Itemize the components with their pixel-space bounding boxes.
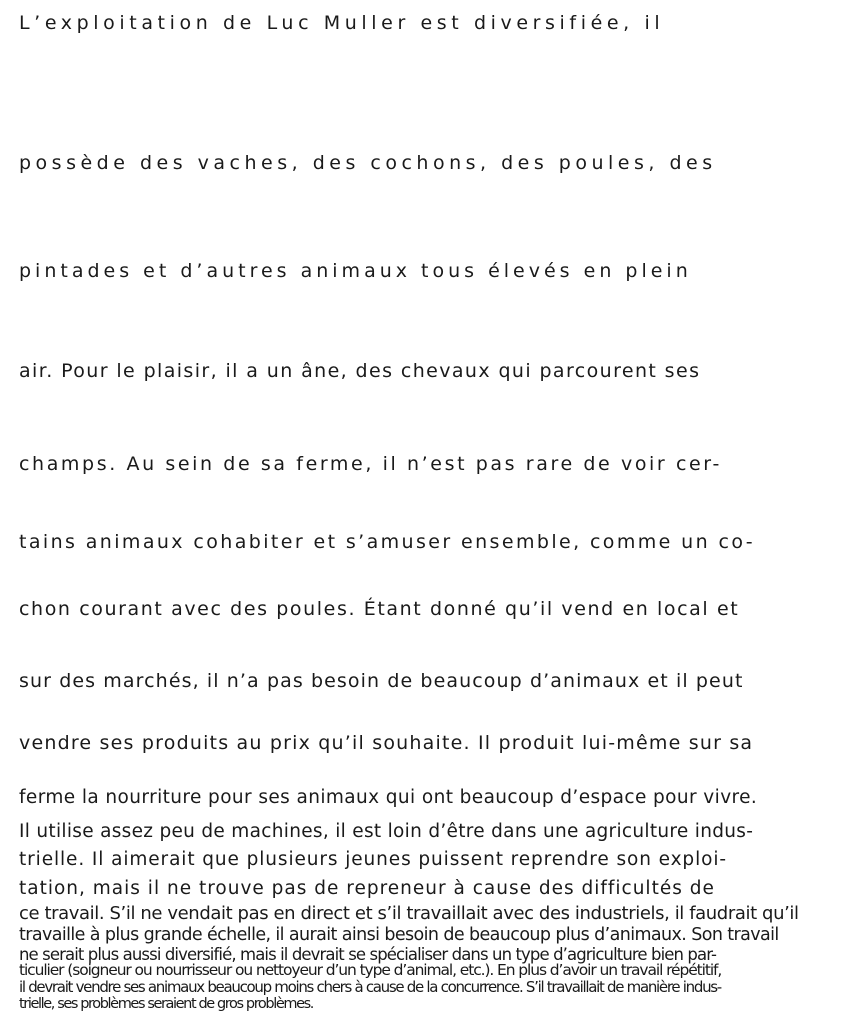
text-line: chon courant avec des poules. Étant donné qu’il vend en local et <box>19 598 740 620</box>
text-line: ce travail. S’il ne vendait pas en direct et s’il travaillait avec des industriels, il faudrait qu’il <box>19 903 799 924</box>
text-line: sur des marchés, il n’a pas besoin de beaucoup d’animaux et il peut <box>19 670 744 692</box>
text-line: tation, mais il ne trouve pas de repreneur à cause des difficultés de <box>19 878 715 899</box>
text-line: possède des vaches, des cochons, des poules, des <box>19 152 717 174</box>
text-line: pintades et d’autres animaux tous élevés en plein <box>19 260 692 282</box>
text-line: Il utilise assez peu de machines, il est loin d’être dans une agriculture indus- <box>19 821 754 842</box>
text-line: trielle. Il aimerait que plusieurs jeunes puissent reprendre son exploi- <box>19 849 727 870</box>
text-line: ne serait plus aussi diversifié, mais il devrait se spécialiser dans un type d’agriculture bien par- <box>19 945 717 964</box>
text-line: champs. Au sein de sa ferme, il n’est pas rare de voir cer- <box>19 453 722 475</box>
text-line: L’exploitation de Luc Muller est diversifiée, il <box>19 12 665 34</box>
text-line: il devrait vendre ses animaux beaucoup moins chers à cause de la concurrence. S’il travaillait de manière indus- <box>19 978 721 996</box>
text-line: vendre ses produits au prix qu’il souhaite. Il produit lui-même sur sa <box>19 732 754 754</box>
text-line: ticulier (soigneur ou nourrisseur ou nettoyeur d’un type d’animal, etc.). En plus d’avoir un travail répétitif, <box>19 961 722 979</box>
text-line: ferme la nourriture pour ses animaux qui ont beaucoup d’espace pour vivre. <box>19 787 758 808</box>
text-line: air. Pour le plaisir, il a un âne, des chevaux qui parcourent ses <box>19 360 701 382</box>
text-line: tains animaux cohabiter et s’amuser ensemble, comme un co- <box>19 531 755 553</box>
text-line: trielle, ses problèmes seraient de gros problèmes. <box>19 996 313 1012</box>
text-line: travaille à plus grande échelle, il aurait ainsi besoin de beaucoup plus d’animaux. Son travail <box>19 925 779 945</box>
